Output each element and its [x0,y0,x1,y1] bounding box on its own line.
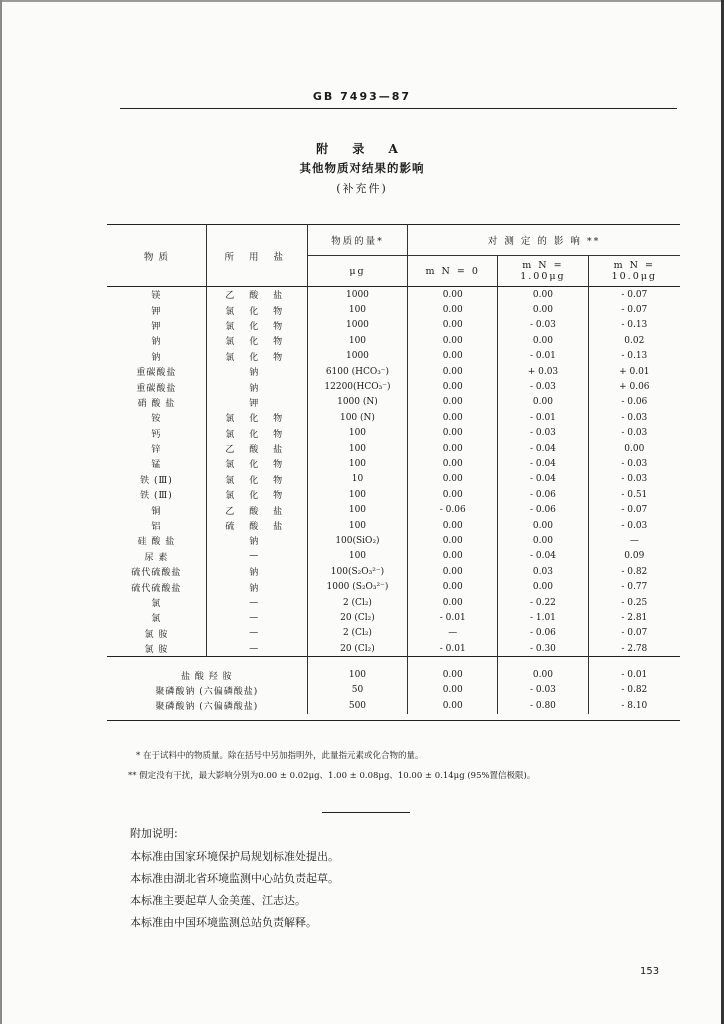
salt-cell: 乙 酸 盐 [206,287,307,303]
effect-m10-cell: - 0.07 [588,287,680,303]
salt-cell: 氯 化 物 [206,472,307,487]
table-row [107,518,680,533]
effect-m0-cell: 0.00 [408,564,498,579]
effect-m1-cell: 0.00 [498,333,588,348]
additional-line-4: 本标准由中国环境监测总站负责解释。 [130,916,317,929]
effect-m10-cell: - 0.13 [588,349,680,364]
amount-cell: 100 [307,518,408,533]
effect-m1-cell: - 1.01 [498,610,588,625]
amount-cell: 100 [307,667,408,682]
effect-m1-cell: 0.00 [498,518,588,533]
effect-m10-cell: - 0.51 [588,487,680,502]
table-bottom-rule [107,714,680,721]
effect-m10-cell: - 0.25 [588,595,680,610]
effect-m0-cell: 0.00 [408,518,498,533]
substance-cell: 氯 [151,599,162,609]
scan-edge-top [0,0,724,2]
amount-cell: 500 [307,698,408,713]
substance-cell: 铜 [151,506,162,517]
table-row [107,549,680,564]
salt-cell: 氯 化 物 [206,318,307,333]
effect-m1-cell: - 0.06 [498,487,588,502]
table-row [107,564,680,579]
effect-m1-cell: - 0.04 [498,472,588,487]
salt-cell: 钠 [206,364,307,379]
table-row [107,349,680,364]
effect-m10-cell: - 0.77 [588,579,680,594]
table-row [107,395,680,410]
amount-cell: 100 [307,487,408,502]
amount-cell: 100 [307,502,408,517]
salt-cell: — [206,595,307,610]
effect-m10-cell: - 0.03 [588,456,680,471]
effect-m0-cell: 0.00 [408,426,498,441]
effect-m1-cell: - 0.03 [498,379,588,394]
additional-line-2: 本标准由湖北省环境监测中心站负责起草。 [130,872,339,885]
effect-m10-cell: - 0.03 [588,518,680,533]
effect-m0-cell: 0.00 [408,333,498,348]
footnote-2: ** 假定没有干扰，最大影响分别为0.00 ± 0.02μg、1.00 ± 0.08μg、10.00 ± 0.14μg (95%置信极限)。 [128,771,536,781]
effect-m1-cell: - 0.03 [498,683,588,698]
table-row [107,379,680,394]
amount-cell: 2 (Cl₂) [307,595,408,610]
table-group-separator [107,657,680,668]
effect-m10-cell: + 0.06 [588,379,680,394]
effect-m0-cell: 0.00 [408,456,498,471]
effect-m0-cell: 0.00 [408,472,498,487]
substance-cell: 重碳酸盐 [136,383,177,394]
salt-cell: 氯 化 物 [206,302,307,317]
effect-m1-cell: 0.00 [498,667,588,682]
effect-m0-cell: 0.00 [408,441,498,456]
salt-cell: — [206,610,307,625]
substance-cell: 钠 [151,352,162,363]
salt-cell: 钠 [206,379,307,394]
appendix-title: 附 录 A [316,142,408,156]
effect-m0-cell: 0.00 [408,533,498,548]
amount-cell: 50 [307,683,408,698]
effect-m10-cell: - 2.81 [588,610,680,625]
appendix-note: (补充件) [336,182,388,195]
effect-m1-cell: - 0.04 [498,549,588,564]
table-row [107,364,680,379]
effect-m0-cell: 0.00 [408,379,498,394]
table-row [107,410,680,425]
substance-cell: 聚磷酸钠 (六偏磷酸盐) [155,702,259,713]
effect-m10-cell: - 0.82 [588,683,680,698]
effect-m1-cell: 0.00 [498,302,588,317]
additional-line-1: 本标准由国家环境保护局规划标准处提出。 [130,850,339,863]
header-m10: m N = 10.0μg [588,256,680,287]
table-row [107,287,680,303]
effect-m1-cell: - 0.01 [498,410,588,425]
substance-cell: 铁 (Ⅲ) [140,475,173,486]
effect-m1-cell: - 0.04 [498,441,588,456]
substance-cell: 硝 酸 盐 [137,398,176,409]
amount-cell: 100 [307,549,408,564]
effect-m1-cell: 0.00 [498,287,588,303]
substance-cell: 尿 素 [144,552,169,563]
salt-cell: 氯 化 物 [206,456,307,471]
effect-m10-cell: - 0.07 [588,302,680,317]
substance-cell: 镁 [151,291,162,302]
effect-m1-cell: - 0.01 [498,349,588,364]
substance-cell: 锌 [151,445,162,456]
amount-cell: 100 [307,333,408,348]
substance-cell: 硫代硫酸盐 [131,568,182,579]
salt-cell: 乙 酸 盐 [206,502,307,517]
amount-cell: 100(SiO₂) [307,533,408,548]
substance-cell: 钾 [151,306,162,317]
effect-m0-cell: 0.00 [408,549,498,564]
effect-m0-cell: 0.00 [408,395,498,410]
substance-cell: 氯 胺 [144,645,169,656]
effect-m10-cell: - 0.07 [588,626,680,641]
table-row [107,456,680,471]
effect-m1-cell: - 0.30 [498,641,588,657]
substance-cell: 钾 [151,321,162,332]
effect-m10-cell: - 0.03 [588,426,680,441]
effect-m0-cell: 0.00 [408,410,498,425]
amount-cell: 1000 (S₂O₃²⁻) [307,579,408,594]
substance-cell: 铁 (Ⅲ) [140,491,173,502]
table-row [107,610,680,625]
amount-cell: 20 (Cl₂) [307,610,408,625]
table-row [107,579,680,594]
effect-m10-cell: - 0.82 [588,564,680,579]
table-row [107,595,680,610]
salt-cell: 氯 化 物 [206,426,307,441]
amount-cell: 100(S₂O₃²⁻) [307,564,408,579]
effect-m1-cell: + 0.03 [498,364,588,379]
amount-cell: 6100 (HCO₃⁻) [307,364,408,379]
effect-m10-cell: - 0.13 [588,318,680,333]
effect-m1-cell: - 0.03 [498,426,588,441]
effect-m0-cell: 0.00 [408,595,498,610]
effect-m10-cell: - 2.78 [588,641,680,657]
effect-m1-cell: - 0.22 [498,595,588,610]
salt-cell: 硫 酸 盐 [206,518,307,533]
effect-m1-cell: 0.03 [498,564,588,579]
effect-m1-cell: - 0.80 [498,698,588,713]
header-amount: 物质的量* [307,225,408,256]
amount-cell: 100 (N) [307,410,408,425]
appendix-subtitle: 其他物质对结果的影响 [299,161,425,175]
table-row [107,318,680,333]
substance-cell: 锰 [151,460,162,471]
substance-cell: 氯 胺 [144,629,169,640]
substance-cell: 盐 酸 羟 胺 [181,671,233,682]
effect-m0-cell: 0.00 [408,579,498,594]
table-row [107,641,680,657]
salt-cell: 氯 化 物 [206,349,307,364]
effect-m1-cell: - 0.06 [498,502,588,517]
amount-cell: 100 [307,441,408,456]
header-substance: 物 质 [143,251,169,263]
table-row [107,698,680,713]
header-m1: m N = 1.00μg [498,256,588,287]
salt-cell: 氯 化 物 [206,487,307,502]
effect-m1-cell: 0.00 [498,579,588,594]
effect-m1-cell: 0.00 [498,395,588,410]
additional-heading: 附加说明: [130,827,178,840]
salt-cell: 乙 酸 盐 [206,441,307,456]
table-row [107,667,680,682]
amount-cell: 1000 (N) [307,395,408,410]
amount-cell: 10 [307,472,408,487]
table-row [107,333,680,348]
effect-m10-cell: - 0.06 [588,395,680,410]
effect-m0-cell: 0.00 [408,287,498,303]
effect-m0-cell: 0.00 [408,302,498,317]
effect-m0-cell: 0.00 [408,487,498,502]
table-row [107,683,680,698]
effect-m0-cell: 0.00 [408,349,498,364]
effect-m1-cell: - 0.03 [498,318,588,333]
standard-code: GB 7493—87 [312,90,412,103]
table-row [107,441,680,456]
substance-cell: 氯 [151,614,162,625]
header-amount-unit: μg [307,256,408,287]
header-m0: m N = 0 [408,256,498,287]
effect-m0-cell: - 0.06 [408,502,498,517]
header-rule [120,108,677,109]
substance-cell: 钠 [151,337,162,348]
effect-m1-cell: - 0.06 [498,626,588,641]
table-row [107,302,680,317]
effect-m1-cell: 0.00 [498,533,588,548]
table-row [107,502,680,517]
amount-cell: 1000 [307,318,408,333]
amount-cell: 100 [307,426,408,441]
effect-m0-cell: — [408,626,498,641]
table-row [107,487,680,502]
effect-m10-cell: - 0.01 [588,667,680,682]
salt-cell: — [206,641,307,657]
effect-m10-cell: 0.00 [588,441,680,456]
effect-m10-cell: 0.02 [588,333,680,348]
effect-m0-cell: 0.00 [408,683,498,698]
effect-m0-cell: 0.00 [408,698,498,713]
effect-m1-cell: - 0.04 [498,456,588,471]
effect-m10-cell: - 0.03 [588,472,680,487]
amount-cell: 12200(HCO₃⁻) [307,379,408,394]
substance-cell: 硫代硫酸盐 [131,583,182,594]
footnote-1: * 在于试料中的物质量。除在括号中另加指明外，此量指元素或化合物的量。 [136,751,424,761]
effect-m0-cell: 0.00 [408,318,498,333]
table-row [107,472,680,487]
salt-cell: 钠 [206,579,307,594]
page-number: 153 [640,966,660,977]
header-effect: 对 测 定 的 影 响 ** [408,225,680,256]
table-row [107,426,680,441]
salt-cell: — [206,549,307,564]
effect-m10-cell: — [588,533,680,548]
substance-cell: 铵 [151,414,162,425]
effect-m0-cell: 0.00 [408,364,498,379]
salt-cell: 钠 [206,533,307,548]
amount-cell: 1000 [307,349,408,364]
effect-m10-cell: 0.09 [588,549,680,564]
table-row [107,533,680,548]
table-row [107,626,680,641]
separator-rule [322,812,410,813]
effect-m0-cell: 0.00 [408,667,498,682]
effect-m10-cell: - 8.10 [588,698,680,713]
amount-cell: 20 (Cl₂) [307,641,408,657]
substance-cell: 钙 [151,429,162,440]
salt-cell: 钠 [206,564,307,579]
salt-cell: 氯 化 物 [206,333,307,348]
effect-m10-cell: - 0.03 [588,410,680,425]
additional-line-3: 本标准主要起草人金美莲、江志达。 [130,894,306,907]
substance-cell: 硅 酸 盐 [137,537,176,548]
amount-cell: 100 [307,456,408,471]
effect-m0-cell: - 0.01 [408,610,498,625]
header-salt: 所 用 盐 [206,225,307,287]
substance-cell: 聚磷酸钠 (六偏磷酸盐) [155,686,259,697]
interference-table [107,224,680,721]
effect-m0-cell: - 0.01 [408,641,498,657]
salt-cell: — [206,626,307,641]
substance-cell: 铝 [151,522,162,533]
substance-cell: 重碳酸盐 [136,368,177,379]
salt-cell: 钾 [206,395,307,410]
effect-m10-cell: - 0.07 [588,502,680,517]
amount-cell: 1000 [307,287,408,303]
effect-m10-cell: + 0.01 [588,364,680,379]
amount-cell: 2 (Cl₂) [307,626,408,641]
amount-cell: 100 [307,302,408,317]
salt-cell: 氯 化 物 [206,410,307,425]
